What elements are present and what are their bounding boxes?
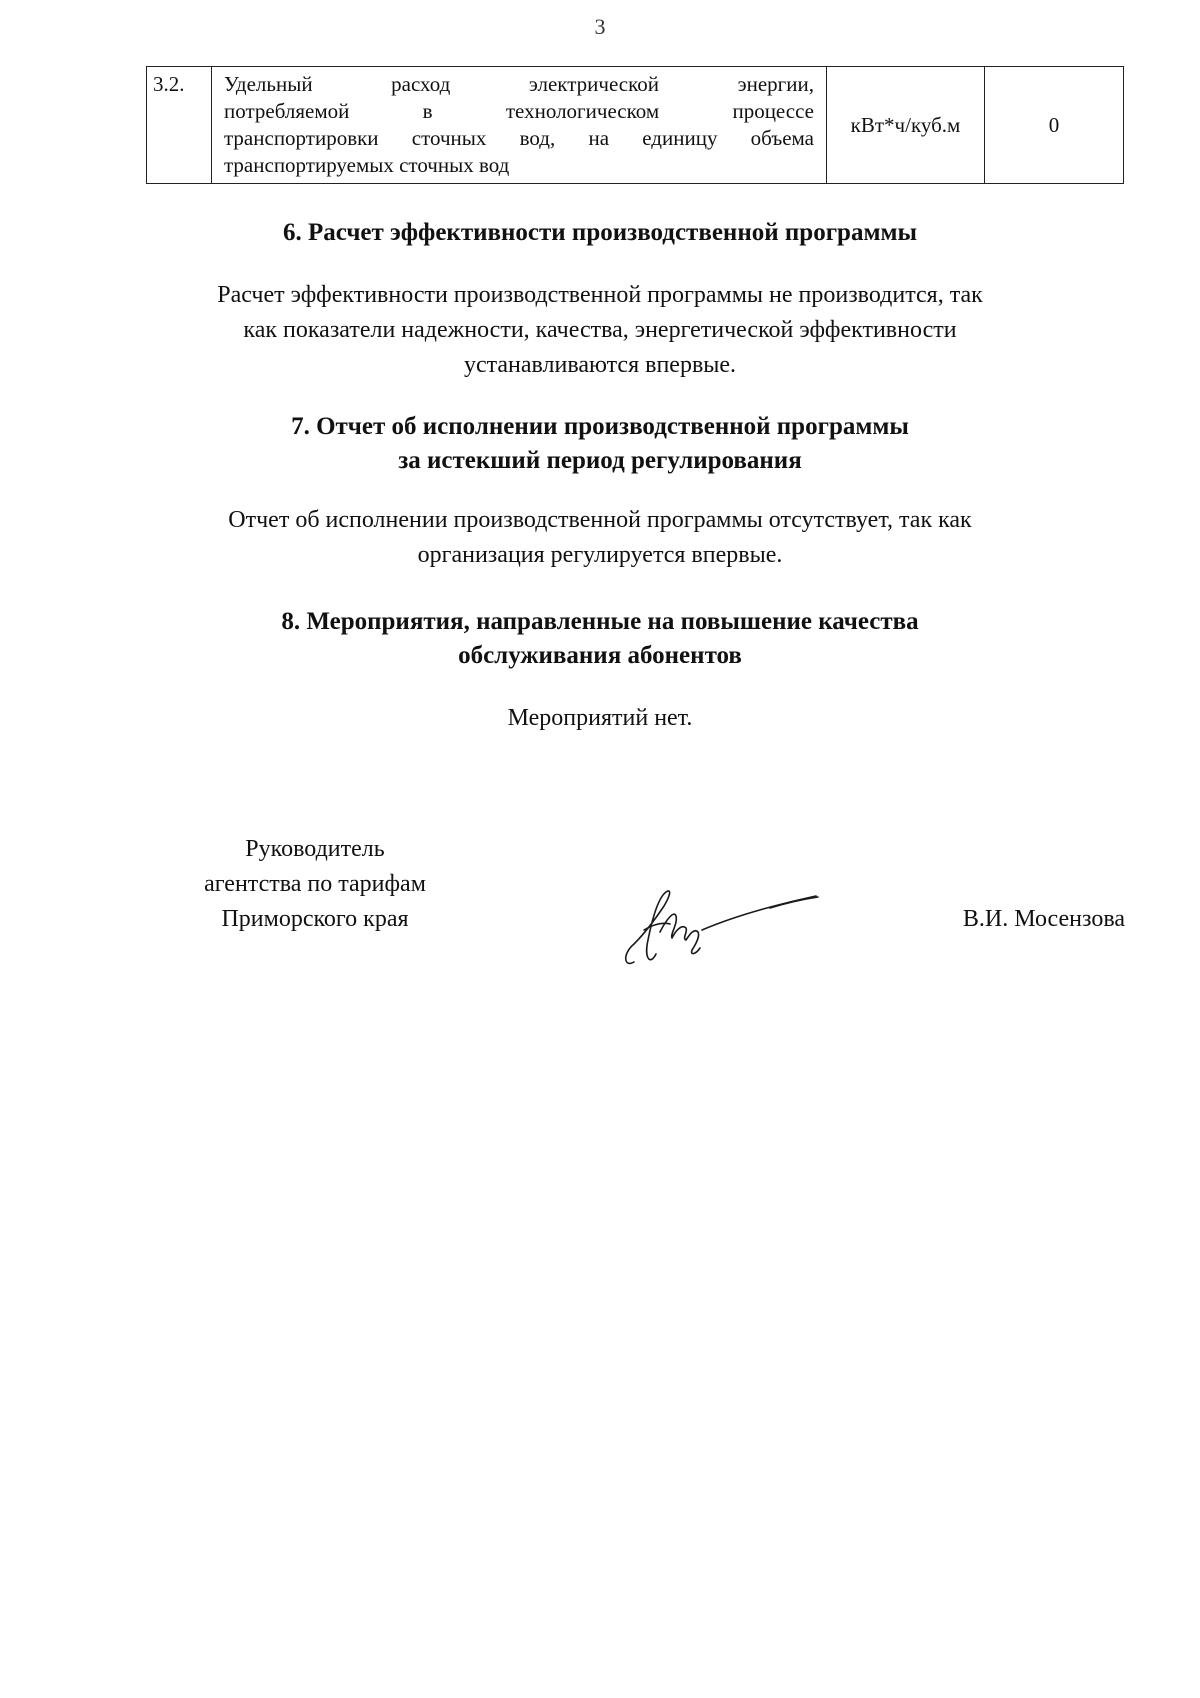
indicator-table [146,66,1124,184]
table-row [147,67,1124,184]
signatory-name: В.И. Мосензова [962,906,1125,932]
heading-line: 7. Отчет об исполнении производственной программы [291,413,909,440]
description-line: потребляемой в технологическом процессе [224,99,814,123]
page-number: 3 [594,14,606,39]
signatory-title [150,832,480,937]
section-6-text [0,278,1200,383]
description-line: транспортировки сточных вод, на единицу объема [224,126,814,150]
row-unit: кВт*ч/куб.м [827,67,985,184]
heading-line: обслуживания абонентов [458,642,742,669]
heading-line: за истекший период регулирования [398,447,802,474]
description-line: Удельный расход электрической энергии, [224,72,814,96]
handwritten-signature [620,870,820,980]
text-line: Расчет эффективности производственной программы не производится, так [217,282,983,308]
section-8-heading [0,605,1200,673]
heading-line: 8. Мероприятия, направленные на повышение качества [281,608,919,635]
text-line: Отчет об исполнении производственной программы отсутствует, так как [228,507,972,533]
section-7-text [0,503,1200,573]
text-line: устанавливаются впервые. [463,352,737,378]
section-6-heading: 6. Расчет эффективности производственной программы [282,219,918,246]
row-description [212,67,827,184]
description-line: транспортируемых сточных вод [224,153,510,177]
row-value: 0 [985,67,1124,184]
text-line: организация регулируется впервые. [417,542,783,568]
title-line: Приморского края [221,906,409,932]
title-line: агентства по тарифам [204,871,426,897]
section-8-text: Мероприятий нет. [507,705,693,731]
text-line: как показатели надежности, качества, энергетической эффективности [243,317,957,343]
section-7-heading [0,410,1200,478]
title-line: Руководитель [245,836,385,862]
row-number: 3.2. [147,67,212,184]
